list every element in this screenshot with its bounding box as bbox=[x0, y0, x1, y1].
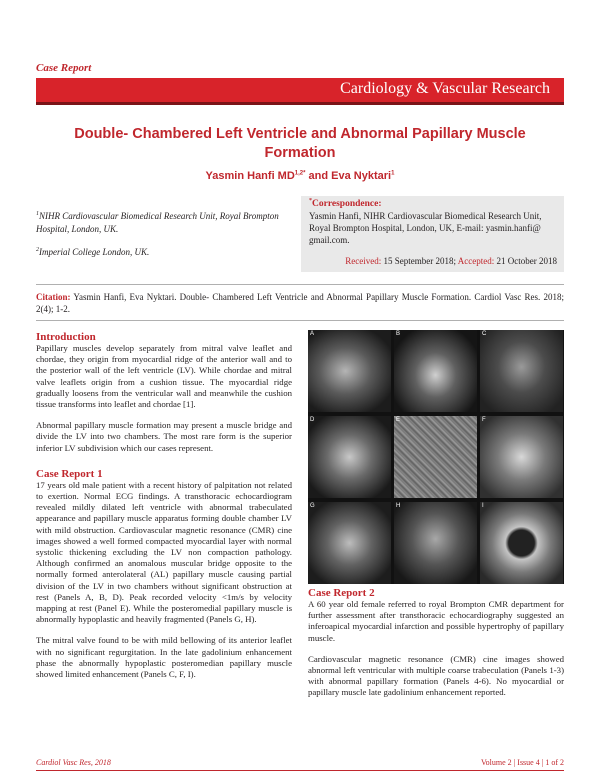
figure-panel-c bbox=[480, 330, 563, 412]
correspondence-heading-text: Correspondence: bbox=[312, 199, 382, 210]
journal-name: Cardiology & Vascular Research bbox=[340, 80, 550, 97]
figure-panel-e bbox=[394, 416, 477, 498]
case2-paragraph-1: A 60 year old female referred to royal Brompton CMR department for further assessment after transthoracic echocardiography suggested an inferoapical myocardial infarction and possible hypertrophy of papillary muscle. bbox=[308, 599, 564, 643]
panel-label-d: D bbox=[310, 417, 315, 423]
accepted-label: Accepted: bbox=[457, 256, 495, 266]
figure-panel-i bbox=[480, 502, 563, 584]
affiliation-2-text: Imperial College London, UK. bbox=[39, 247, 150, 257]
panel-label-h: H bbox=[396, 503, 401, 509]
case1-paragraph-2: The mitral valve found to be with mild bellowing of its anterior leaflet with no significant regurgitation. In the late gadolinium enhancement phase the abnormally hypoplastic posteromedian papillary muscle showed limited enhancement (Panels C, F, I). bbox=[36, 635, 292, 680]
case2-paragraph-2: Cardiovascular magnetic resonance (CMR) cine images showed abnormal left ventricular with multiple coarse trabeculation (Panels 1-3) with abnormal papillary formation (Panels 4-6). No myocardial or papillary muscle late gadolinium enhancement reported. bbox=[308, 653, 564, 698]
footer-divider bbox=[36, 770, 564, 771]
author-1-affil: 1,2* bbox=[294, 170, 306, 177]
figure-panel-d bbox=[308, 416, 391, 498]
right-column bbox=[308, 587, 564, 699]
footer-journal: Cardiol Vasc Res, 2018 bbox=[36, 758, 111, 767]
received-label: Received: bbox=[345, 256, 382, 266]
journal-banner bbox=[36, 78, 564, 105]
panel-label-b: B bbox=[396, 331, 401, 337]
author-line bbox=[40, 170, 560, 182]
case2-heading: Case Report 2 bbox=[308, 587, 375, 599]
case1-heading: Case Report 1 bbox=[36, 467, 103, 480]
figure-panel-f bbox=[480, 416, 563, 498]
author-1: Yasmin Hanfi MD bbox=[205, 170, 295, 182]
citation-text: Yasmin Hanfi, Eva Nyktari. Double- Chambered Left Ventricle and Abnormal Papillary Muscle Formation. Cardiol Vasc Res. 2018; 2(4); 1-2. bbox=[36, 292, 564, 314]
divider-bottom bbox=[36, 320, 564, 321]
panel-label-e: E bbox=[396, 417, 401, 423]
received-date: 15 September 2018; bbox=[381, 256, 458, 266]
article-dates bbox=[309, 256, 557, 266]
author-conjunction: and bbox=[305, 170, 332, 182]
article-title: Double- Chambered Left Ventricle and Abnormal Papillary Muscle Formation bbox=[74, 126, 526, 161]
panel-label-f: F bbox=[482, 417, 486, 423]
intro-heading: Introduction bbox=[36, 331, 96, 343]
mri-figure bbox=[308, 330, 564, 584]
figure-panel-g bbox=[308, 502, 391, 584]
correspondence-text: Yasmin Hanfi, NIHR Cardiovascular Biomedical Research Unit, Royal Brompton Hospital, London, UK, E-mail: yasmin.hanfi@ gmail.com. bbox=[309, 211, 542, 245]
citation bbox=[36, 291, 564, 315]
intro-paragraph-1: Papillary muscles develop separately from mitral valve leaflet and chordae, they origin from myocardial ridge of the anterior wall and to the posterior wall of the left ventricle (LV). While chordae and mitral valve leaflets origin from a cushion tissue. The myocardial ridge gradually loosens from the ventricular wall and meanwhile the cushion tissue transforms into leaflet and chordae [1]. bbox=[36, 343, 292, 410]
panel-label-c: C bbox=[482, 331, 487, 337]
affiliation-1-text: NIHR Cardiovascular Biomedical Research Unit, Royal Brompton Hospital, London, UK. bbox=[36, 211, 279, 234]
correspondence-heading bbox=[309, 198, 381, 209]
affiliation-2-num: 2 bbox=[36, 247, 39, 253]
figure-panel-b bbox=[394, 330, 477, 412]
panel-label-i: I bbox=[482, 503, 484, 509]
figure-panel-a bbox=[308, 330, 391, 412]
figure-panel-h bbox=[394, 502, 477, 584]
author-2: Eva Nyktari bbox=[331, 170, 392, 182]
citation-label: Citation: bbox=[36, 292, 71, 302]
affiliation-1-num: 1 bbox=[36, 211, 39, 217]
correspondence-star: * bbox=[309, 198, 312, 204]
footer-volume: Volume 2 | Issue 4 | 1 of 2 bbox=[480, 758, 564, 767]
affiliations bbox=[36, 208, 286, 259]
panel-label-a: A bbox=[310, 331, 315, 337]
panel-label-g: G bbox=[310, 503, 315, 509]
accepted-date: 21 October 2018 bbox=[494, 256, 557, 266]
intro-paragraph-2: Abnormal papillary muscle formation may present a muscle bridge and divide the LV into two chambers. The most rare form is the superior inferior LV subdivision which our cases represent. bbox=[36, 420, 292, 453]
case1-paragraph-1: 17 years old male patient with a recent history of palpitation not related to exertion. Normal ECG findings. A transthoracic echocardiogram revealed mildly dilated left ventricle with abnormal trabeculated appearance and papillary muscle apparatus forming double chamber LV with mild obstruction. Cardiovascular magnetic resonance (CMR) cine images showed a well formed compacted myocardial layer with normal systolic thickening excluding the LV non compaction pathology. Although confirmed an anomalous muscular bridge opposite to the normally formed anterolateral (AL) papillary muscle causing partial division of the LV in two chambers without significant obstruction at rest (Panels A, B, D). Peak recorded velocity <1m/s by velocity mapping at rest (Panel E). While the posteromedial papillary muscle is abnormally hypoplastic and heavily fragmented (Panels G, H). bbox=[36, 479, 292, 625]
affiliation-1 bbox=[36, 208, 286, 236]
author-2-affil: 1 bbox=[391, 170, 395, 177]
case-report-label: Case Report bbox=[36, 62, 92, 74]
left-column bbox=[36, 331, 292, 680]
divider-top bbox=[36, 284, 564, 285]
affiliation-2 bbox=[36, 244, 286, 259]
